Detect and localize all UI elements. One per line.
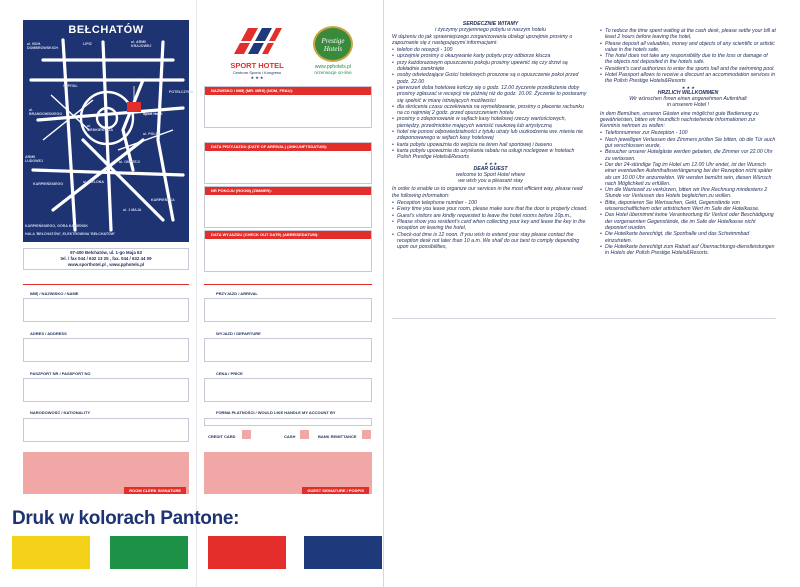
- prestige-badge: Prestige Hotels: [313, 26, 353, 62]
- address-input[interactable]: [23, 338, 189, 362]
- street-label: ARMII LUDOWEJ: [25, 155, 43, 163]
- divider: [392, 318, 776, 319]
- german-intro: In dem Bemühen, unseren Gästen eine möglichst gute Bedienung zu gewährleisten, bitten wir freundlich nachstehende Informationen zur Kenntnis nehmen zu wollen:: [600, 110, 759, 130]
- separator-stars: ★ ★ ★: [484, 160, 497, 166]
- bank-remittance-checkbox[interactable]: [362, 430, 371, 439]
- pantone-red-swatch: [208, 536, 286, 569]
- english-heading: DEAR GUEST: [473, 165, 508, 172]
- bank-remittance-label: BANK REMITTANCE: [318, 434, 357, 439]
- list-item: • Guest's visitors are kindly requested to leave the hotel rooms before 10p.m.,: [392, 213, 589, 219]
- sport-hotel-subtitle: Centrum Sportu i Kongresu: [232, 70, 282, 75]
- cash-checkbox[interactable]: [300, 430, 309, 439]
- pantone-blue-swatch: [304, 536, 382, 569]
- pantone-green-swatch: [110, 536, 188, 569]
- list-item: • Nach jewelligen Verlassen des Zimmers prüfen Sie bitten, ob die Tür auch gut verschlossen wurde,: [600, 137, 776, 150]
- german-subheading: in unserem Hotel !: [666, 102, 710, 109]
- list-item: • karta pobytu upoważnia do uzyskania rabatu na usługi noclegowe w hotelach Polish Prestige Hotels&Resorts: [392, 148, 589, 161]
- list-item: • Check-out time is 12 noon. If you wish to extend your stay please contact the reception desk not later than 10 a.m. We shall do our best to comply depending upon our possibilities,: [392, 232, 589, 251]
- street-label: ul. OKRZEJI: [119, 160, 140, 164]
- list-item: • The hotel does not take any responsibility due to the loss or damage of the objects not deposited in the hotels safe.: [600, 53, 776, 66]
- list-item: • Die Hotelkarte berechtigt, die Sporthalle und das Schwimmbad einzutreten.: [600, 231, 776, 244]
- english-list-continued: [600, 28, 776, 85]
- list-item: • To reduce the time spent waiting at the cash desk, please settle your bill at least 2 hours before leaving the hotel,: [600, 28, 776, 41]
- cash-label: CASH: [284, 434, 296, 439]
- list-item: • Please deposit all valuables, money and objects of any scientific or artistic value in the hotels safe.: [600, 41, 776, 54]
- sport-hotel-stars: ★ ★ ★: [250, 75, 264, 80]
- sport-hotel-emblem-icon: [230, 26, 284, 56]
- list-item: • Hotel Passport allows to receive a discount an accommodation services in the Polish Prestige Hotels&Resorts: [600, 72, 776, 85]
- street-label: ul. ARMII KRAJOWEJ: [131, 40, 152, 48]
- english-intro: In order to enable us to organize our services in the most efficient way, please read the following information:: [392, 186, 583, 199]
- passport-input[interactable]: [23, 378, 189, 402]
- polish-subheading: i życzymy przyjemnego pobytu w naszym hotelu: [435, 27, 546, 34]
- list-item: • karta pobytu upoważnia do wejścia na teren hali sportowej i basenu: [392, 142, 589, 148]
- polish-heading: SERDECZNIE WITAMY: [462, 21, 519, 27]
- departure-date-field[interactable]: [204, 230, 372, 272]
- polish-intro: W dążeniu do jak sprawniejszego zorganizowania obsługi uprzejmie prosimy o zapoznanie się z następującymi informacjami:: [392, 33, 573, 46]
- street-label: ul. BRANDOWSKIEGO: [29, 108, 63, 116]
- form-label: PRZYJAZD / ARRIVAL: [216, 291, 258, 296]
- list-item: • pierwszeń doba hotelowa kończy się o godz. 12.00 życzenie przedłużenia doby prosimy zgłaszać w recepcji nie później niż do godz. 10.00. Życzenie to postaramy się spełnić w miarę istniejących możliwości: [392, 85, 589, 104]
- credit-card-checkbox[interactable]: [242, 430, 251, 439]
- sport-hotel-logo: [226, 26, 288, 84]
- city-map: [23, 20, 194, 242]
- credit-card-label: CREDIT CARD: [208, 434, 236, 439]
- list-item: • Besucher unserer Hotelgäste werden gebeten, die Zimmer vor 22.00 Uhr zu verlassen.: [600, 149, 776, 162]
- departure-input[interactable]: [204, 338, 372, 362]
- prestige-url: www.pphotels.pl: [314, 64, 352, 70]
- street-label: KARPIEŃSKIEGO, GÓRA KAMIEŃSK: [25, 224, 88, 228]
- list-item: • Um die Wartezeit zu verkürzen, bitten wir Ihre Rechnung mindestens 2 Stunde vor Verlassen des Hotels begleichen zu wollen.: [600, 187, 776, 200]
- german-heading: HRZLICH WILLKOMMEN: [657, 89, 719, 96]
- map-city-title: BEŁCHATÓW: [68, 24, 144, 36]
- list-item: • uprzejmie prosimy o okazywanie karty pobytu przy odbiorze klucza: [392, 53, 589, 59]
- map-hotel-label: Sport Hotel: [143, 112, 163, 116]
- address-web: www.sporthotel.pl , www.pphotels.pl: [67, 262, 145, 267]
- german-subheading: Wir wünschen Ihnen einen angenehmen Aufenthalt: [629, 95, 747, 102]
- list-item: • telefon do recepcji - 100: [392, 47, 589, 53]
- list-item: • przy każdorazowym opuszczeniu pokoju prosimy upewnić się czy drzwi są dokładnie zamknięte: [392, 60, 589, 73]
- street-label: ul. ZIELONA: [83, 180, 104, 184]
- list-item: • prosimy o zdeponowanie w sejfach kasy hotelowej rzeczy wartościowych, pieniędzy, przedmiotów mających wartość naukową lub artystyczną: [392, 116, 589, 129]
- form-label: PASZPORT NR / PASSPORT NO: [30, 371, 91, 376]
- fold-line: [196, 0, 197, 587]
- street-label: ul. BOH. DOMBROWSKICH: [27, 42, 58, 50]
- guest-signature-box[interactable]: [204, 452, 372, 494]
- list-item: • Telefonnummer zur Rezeption - 100: [600, 130, 776, 136]
- english-subheading: welcome to Sport Hotel where: [455, 171, 526, 178]
- field-label: DATA WYJAZDU (CHECK OUT DATE) (ABREISEDATUM):: [205, 231, 371, 239]
- street-label: ul. SIENKIEWICZA: [87, 124, 114, 132]
- payment-input[interactable]: [204, 418, 372, 426]
- signature-label: ROOM CLERK SIGNATURE: [124, 487, 186, 494]
- guest-name-field[interactable]: [204, 86, 372, 128]
- divider: [204, 284, 372, 285]
- prestige-hotels-logo: [306, 26, 360, 80]
- nationality-input[interactable]: [23, 418, 189, 442]
- polish-list: [392, 47, 589, 160]
- list-item: • Bitte, deponieren Sie Wertsachen, Geld, Gegenstände von wissenschaftlichem oder artistischem Wert im Safe der Hotelkasse.: [600, 200, 776, 213]
- list-item: • Die Hotelkarte berechtigt zum Rabatt auf Übernachtungs-dienstleistungen in Hotels der Polish Prestige Hotels&Resorts.: [600, 244, 776, 257]
- street-label: KARPIEŃSKA: [151, 198, 175, 202]
- form-label: NARODOWOŚĆ / NATIONALITY: [30, 410, 91, 415]
- pantone-title: Druk w kolorach Pantone:: [12, 508, 240, 529]
- pantone-yellow-swatch: [12, 536, 90, 569]
- list-item: • Please show you resident's card when collecting your key and leave the key in the reception on leaving the hotel,: [392, 219, 589, 232]
- address-line: 97-400 Bełchatów, ul. 1-go Maja 63: [70, 250, 142, 255]
- prestige-subtitle: rezerwacje on-line: [314, 70, 352, 75]
- english-list: [392, 200, 589, 250]
- list-item: • Das Hotel übernimmt keine Verantwortung für Verlust oder Beschädigung der vorgenannten Gegenstände, die im Safe der Hotelkasse nicht deponiert wurden.: [600, 212, 776, 231]
- sport-hotel-name: SPORT HOTEL: [230, 61, 284, 70]
- room-clerk-signature-box[interactable]: [23, 452, 189, 494]
- list-item: • Der der 24-stündige Tag im Hotel um 12.00 Uhr endet, ist der Wunsch einer eventuellen Aufenthaltsverlängerung bei der Rezeption nicht später als um 10.00 Uhr anzumelden. Wir werden bemüht sein, diesen Wünsch nach Möglichkeit zu erfüllen.: [600, 162, 776, 187]
- street-label: ul. 1 MAJA: [123, 208, 142, 212]
- form-label: IMIĘ / NAZWISKO / NAME: [30, 291, 79, 296]
- street-label: LIPIZ: [83, 42, 92, 46]
- english-subheading: we wish you a pleasant stay: [458, 178, 523, 185]
- fold-line: [383, 0, 384, 587]
- field-label: DATA PRZYJAZDU (DATE OF ARRIVAL) (ANKUNFTSDATUM):: [205, 143, 371, 151]
- address-phone: tel. / fax 044 / 632 13 25 , fax. 044 / 632 44 09: [60, 256, 152, 261]
- signature-label: GUEST SIGNATURE / PODPIS: [302, 487, 369, 494]
- price-input[interactable]: [204, 378, 372, 402]
- german-list: [600, 130, 776, 256]
- field-label: NAZWISKO / IMIĘ (MR. MRS) (NOM, FRAU):: [205, 87, 371, 95]
- street-label: POTEŁCZYNA: [169, 90, 194, 94]
- hotel-address: [23, 248, 189, 270]
- street-label: ul. POLNE: [143, 132, 161, 136]
- list-item: • dla skrócenia czasu oczekiwania na wymeldowanie, prosimy o płacenie rachunku na co najmniej 2 godz. przed opuszczeniem hotelu: [392, 104, 589, 117]
- room-number-field[interactable]: [204, 186, 372, 228]
- form-label: ADRES / ADDRESS: [30, 331, 67, 336]
- info-column-left: [392, 21, 589, 250]
- street-label: SZPITAL: [63, 84, 78, 88]
- field-label: NR POKOJU (ROOM) (ZIMMER):: [205, 187, 371, 195]
- divider: [23, 284, 189, 285]
- form-label: CENA / PRICE: [216, 371, 243, 376]
- list-item: • Reception telephone number - 100: [392, 200, 589, 206]
- form-label: FORMA PŁATNOŚCI / WOULD LIKE HANDLE MY ACCOUNT BY: [216, 410, 336, 415]
- form-label: WYJAZD / DEPARTURE: [216, 331, 261, 336]
- list-item: • osoby odwiedzające Gości hotelowych proszone są o opuszczenie pokoi przed godz. 22.00: [392, 72, 589, 85]
- list-item: • Resident's card authorizes to enter the sports hall and the swimming pool.: [600, 66, 776, 72]
- street-label: HALA 'BEŁCHATÓW', ELEKTROWNIA 'BEŁCHATÓW': [25, 232, 116, 236]
- arrival-input[interactable]: [204, 298, 372, 322]
- info-column-right: [600, 28, 776, 256]
- list-item: • Every time you leave your room, please make sure that the door is properly closed.: [392, 206, 589, 212]
- arrival-date-field[interactable]: [204, 142, 372, 184]
- name-input[interactable]: [23, 298, 189, 322]
- list-item: • hotel nie ponosi odpowiedzialności z tytułu utraty lub uszkodzenia ww. mienia nie zdeponowanego w sejfach kasy hotelowej: [392, 129, 589, 142]
- street-label: KARPIEŃSKIEGO: [33, 182, 64, 186]
- separator-stars: ★ ★ ★: [681, 84, 695, 90]
